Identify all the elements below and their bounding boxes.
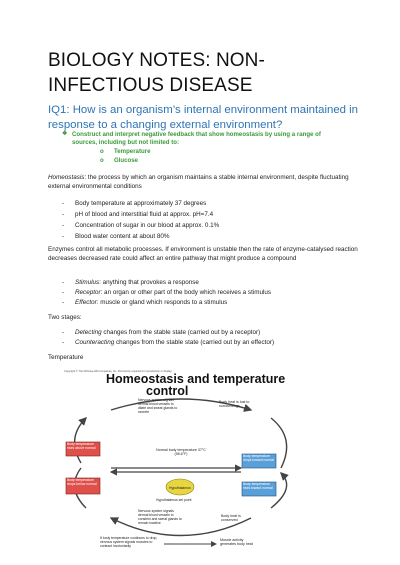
node-normal-temperature: Normal body temperature 37°C (98.6°F) bbox=[156, 448, 206, 457]
node-nervous-top: Nervous system signals dermal blood vessels to dilate and sweat glands to secrete bbox=[138, 398, 178, 414]
list-item: - Receptor: an organ or other part of the body which receives a stimulus bbox=[62, 289, 272, 296]
page-title: BIOLOGY NOTES: NON-INFECTIOUS DISEASE bbox=[48, 50, 265, 96]
node-temp-drops-below: Body temperature drops below normal bbox=[66, 478, 100, 494]
list-item: - Concentration of sugar in our blood at approx. 0.1% bbox=[62, 222, 220, 229]
figure-title-line2: control bbox=[146, 384, 189, 398]
enzymes-paragraph: Enzymes control all metabolic processes. If environment is unstable then the rate of enzyme-catalysed reaction decreases decreased rate could affect an entire pathway that might produce a compound bbox=[48, 246, 358, 263]
node-heat-lost: Body heat is lost to surroundings bbox=[219, 400, 250, 409]
homeostasis-temperature-diagram bbox=[56, 368, 306, 558]
list-item: - Effector: muscle or gland which responds to a stimulus bbox=[62, 299, 228, 306]
node-temp-rises: Body temperature rises above normal bbox=[66, 442, 100, 456]
inquiry-question: IQ1: How is an organism’s internal environment maintained in response to a changing external environment? bbox=[48, 104, 359, 131]
objective-item: o Glucose bbox=[100, 157, 139, 164]
set-point-label: Hypothalamus set point bbox=[156, 498, 192, 502]
objective-item: o Temperature bbox=[100, 148, 151, 155]
node-hypothalamus bbox=[156, 479, 194, 502]
list-item: - Stimulus: anything that provokes a response bbox=[62, 279, 199, 286]
bullet-o-icon: o bbox=[100, 148, 104, 155]
two-stages-label: Two stages: bbox=[48, 314, 82, 321]
figure-title: Homeostasis and temperature bbox=[106, 372, 286, 386]
node-temp-rises-toward: Body temperature rises toward normal bbox=[242, 482, 276, 496]
node-heat-conserved: Body heat is conserved bbox=[221, 514, 241, 523]
node-nervous-bottom: Nervous system signals dermal blood vessels to constrict and sweat glands to remain inactive bbox=[138, 509, 182, 525]
list-item: - pH of blood and interstitial fluid at approx. pH=7.4 bbox=[62, 211, 214, 218]
objective-text: Construct and interpret negative feedback that show homeostasis by using a range of sources, including but not limited to: bbox=[72, 131, 321, 146]
svg-text:Hypothalamus: Hypothalamus bbox=[169, 486, 191, 490]
diamond-bullet-icon: ❖ bbox=[62, 131, 68, 137]
list-item: - Counteracting changes from the stable state (carried out by an effector) bbox=[62, 339, 275, 346]
temperature-label: Temperature bbox=[48, 354, 84, 361]
node-shivering: If body temperature continues to drop, nervous system signals muscles to contract involuntarily bbox=[100, 536, 158, 548]
node-temp-drops-toward: Body temperature drops toward normal bbox=[242, 454, 276, 468]
node-muscle-heat: Muscle activity generates body heat bbox=[220, 538, 253, 547]
homeostasis-definition: Homeostasis: the process by which an organism maintains a stable internal environment, despite fluctuating external environmental conditions bbox=[48, 174, 349, 191]
list-item: - Blood water content at about 80% bbox=[62, 233, 170, 240]
list-item: - Detecting changes from the stable state (carried out by a receptor) bbox=[62, 329, 261, 336]
figure-copyright: Copyright © The McGraw-Hill Companies, Inc. Permission required for reproduction or display. bbox=[64, 370, 173, 373]
bullet-o-icon: o bbox=[100, 157, 104, 164]
syllabus-objective bbox=[62, 131, 342, 147]
list-item: - Body temperature at approximately 37 degrees bbox=[62, 200, 207, 207]
